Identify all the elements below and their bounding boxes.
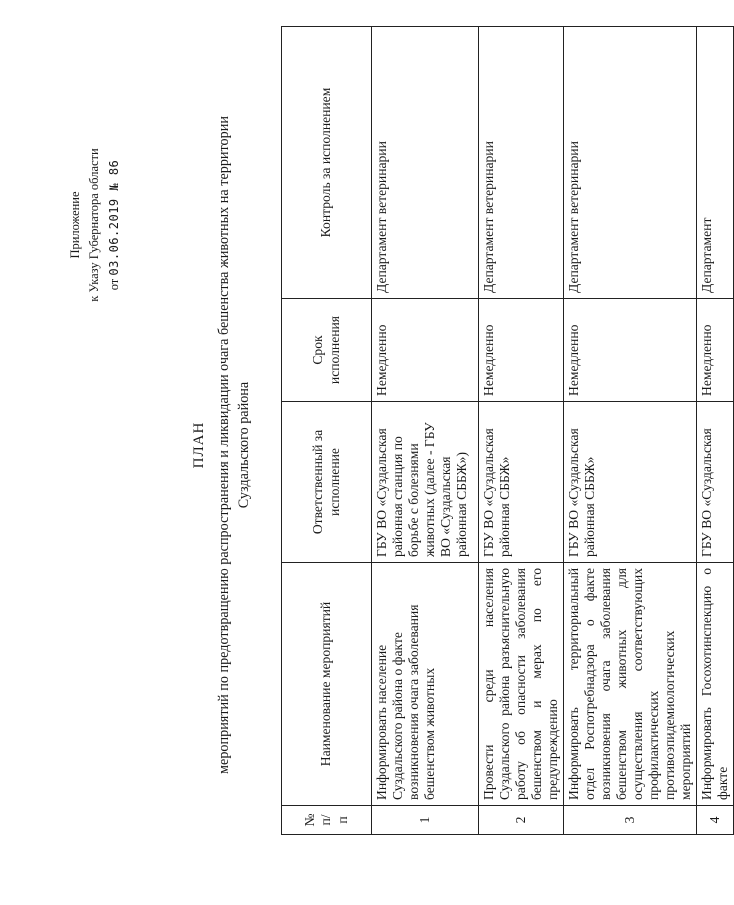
header-control: Контроль за исполнением: [282, 27, 372, 299]
table-row: [697, 27, 734, 835]
appendix-decree-ref: к Указу Губернатора области: [87, 148, 102, 302]
row-control: Департамент: [697, 27, 734, 299]
table-header-row: [282, 27, 372, 835]
document-page: [40, 25, 731, 875]
row-term: Немедленно: [372, 299, 479, 402]
row-num: 1: [372, 806, 479, 835]
appendix-date: 03.06.2019 № 86: [106, 159, 121, 276]
title-block: [190, 85, 254, 805]
row-responsible: ГБУ ВО «Суздальская районная СББЖ»: [479, 402, 564, 563]
header-term: Срок исполнения: [282, 299, 372, 402]
header-num: № п/п: [282, 806, 372, 835]
row-activity: Информировать Госохотинспекцию о факте: [697, 563, 734, 806]
row-control: Департамент ветеринарии: [564, 27, 697, 299]
row-responsible: ГБУ ВО «Суздальская: [697, 402, 734, 563]
header-responsible: Ответственный за исполнение: [282, 402, 372, 563]
plan-subtitle: мероприятий по предотвращению распространения и ликвидации очага бешенства животных на территории Суздальского района: [216, 116, 252, 774]
table-row: [372, 27, 479, 835]
appendix-date-line: [105, 95, 124, 355]
appendix-date-prefix: от: [106, 278, 121, 291]
row-activity: Информировать территориальный отдел Роспотребнадзора о факте возникновения очага заболевания бешенством животных для осуществления соответствующих профилактических противоэпидемиологических мероприятий: [564, 563, 697, 806]
row-term: Немедленно: [479, 299, 564, 402]
table-row: [564, 27, 697, 835]
row-responsible: ГБУ ВО «Суздальская районная станция по борьбе с болезнями животных (далее - ГБУ ВО «Суздальская районная СББЖ»): [372, 402, 479, 563]
row-num: 3: [564, 806, 697, 835]
row-control: Департамент ветеринарии: [479, 27, 564, 299]
appendix-label: Приложение: [68, 191, 82, 259]
row-responsible: ГБУ ВО «Суздальская районная СББЖ»: [564, 402, 697, 563]
row-activity: Информировать население Суздальского района о факте возникновения очага заболевания бешенством животных: [372, 563, 479, 806]
row-activity: Провести среди населения Суздальского района разъяснительную работу об опасности заболевания бешенством и мерах по его предупреждению: [479, 563, 564, 806]
plan-table: [281, 26, 734, 835]
row-term: Немедленно: [697, 299, 734, 402]
header-activity: Наименование мероприятий: [282, 563, 372, 806]
plan-title: ПЛАН: [191, 421, 207, 469]
row-control: Департамент ветеринарии: [372, 27, 479, 299]
row-num: 2: [479, 806, 564, 835]
row-num: 4: [697, 806, 734, 835]
table-row: [479, 27, 564, 835]
row-term: Немедленно: [564, 299, 697, 402]
appendix-header: [66, 95, 124, 355]
